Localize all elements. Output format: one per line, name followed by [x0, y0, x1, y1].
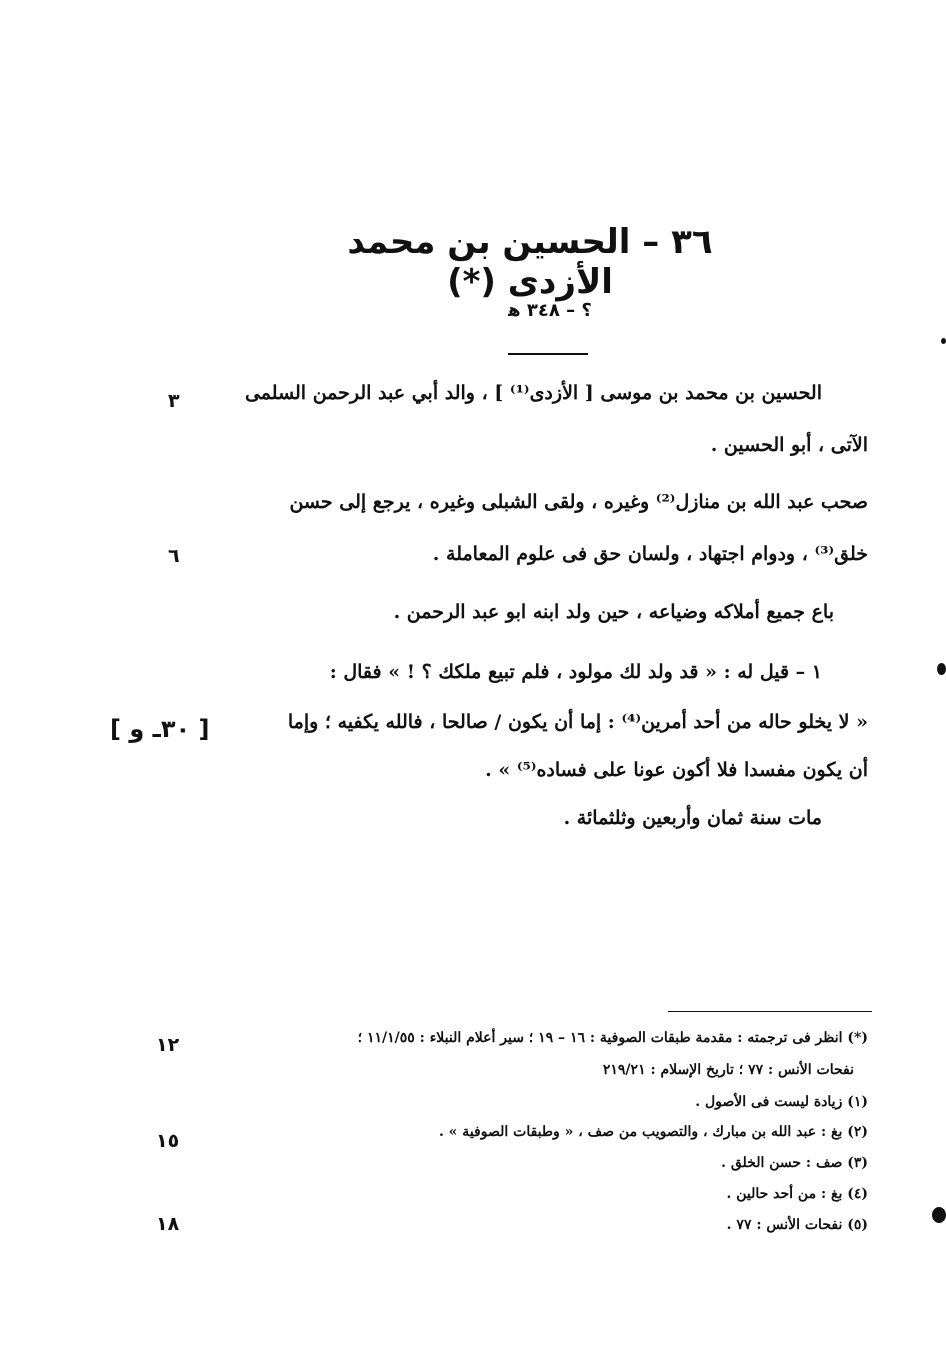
body-line: « لا يخلو حاله من أحد أمرين⁽⁴⁾ : إما أن يكون / صالحا ، فالله يكفيه ؛ وإما — [287, 711, 868, 733]
body-line: صحب عبد الله بن منازل⁽²⁾ وغيره ، ولقى الشبلى وغيره ، يرجع إلى حسن — [289, 491, 868, 513]
scan-speck — [932, 1207, 946, 1223]
line-number: ١٨ — [156, 1213, 180, 1235]
body-line: ١ – قيل له : « قد ولد لك مولود ، فلم تبيع ملكك ؟ ! » فقال : — [329, 661, 822, 683]
line-number: ١٥ — [156, 1130, 180, 1152]
footnote: (*) انظر فى ترجمته : مقدمة طبقات الصوفية : ١٦ – ١٩ ؛ سير أعلام النبلاء : ١١/١/٥٥ ؛ — [357, 1030, 868, 1046]
body-line: باع جميع أملاكه وضياعه ، حين ولد ابنه ابو عبد الرحمن . — [393, 601, 834, 623]
footnote: (٥) نفحات الأنس : ٧٧ . — [726, 1217, 868, 1233]
line-number: ٣ — [168, 390, 180, 412]
folio-marker: [ ٣٠ـ و ] — [110, 715, 210, 743]
scan-speck — [937, 663, 946, 675]
entry-dates: ؟ – ٣٤٨ ﻫ — [508, 300, 592, 321]
scan-speck — [941, 338, 946, 344]
body-line: الحسين بن محمد بن موسى [ الأزدى⁽¹⁾ ] ، والد أبي عبد الرحمن السلمى — [244, 382, 822, 404]
footnote-divider — [668, 1011, 872, 1012]
title-divider — [508, 353, 588, 355]
footnote: (٣) صف : حسن الخلق . — [721, 1155, 868, 1171]
footnote: نفحات الأنس : ٧٧ ؛ تاريخ الإسلام : ٢١٩/٢١ — [602, 1062, 854, 1078]
line-number: ٦ — [168, 545, 180, 567]
body-line: الآتى ، أبو الحسين . — [710, 434, 868, 456]
footnote: (٤) بغ : من أحد حالين . — [726, 1186, 868, 1202]
body-line: خلق⁽³⁾ ، ودوام اجتهاد ، ولسان حق فى علوم المعاملة . — [432, 543, 868, 565]
footnote: (١) زيادة ليست فى الأصول . — [695, 1094, 868, 1110]
footnote: (٢) بغ : عبد الله بن مبارك ، والتصويب من صف ، « وطبقات الصوفية » . — [438, 1124, 868, 1140]
line-number: ١٢ — [156, 1034, 180, 1056]
body-line: مات سنة ثمان وأربعين وثلثمائة . — [563, 807, 822, 829]
body-line: أن يكون مفسدا فلا أكون عونا على فساده⁽⁵⁾ » . — [485, 759, 868, 781]
entry-title: ٣٦ – الحسين بن محمد الأزدى (*) — [347, 222, 713, 302]
